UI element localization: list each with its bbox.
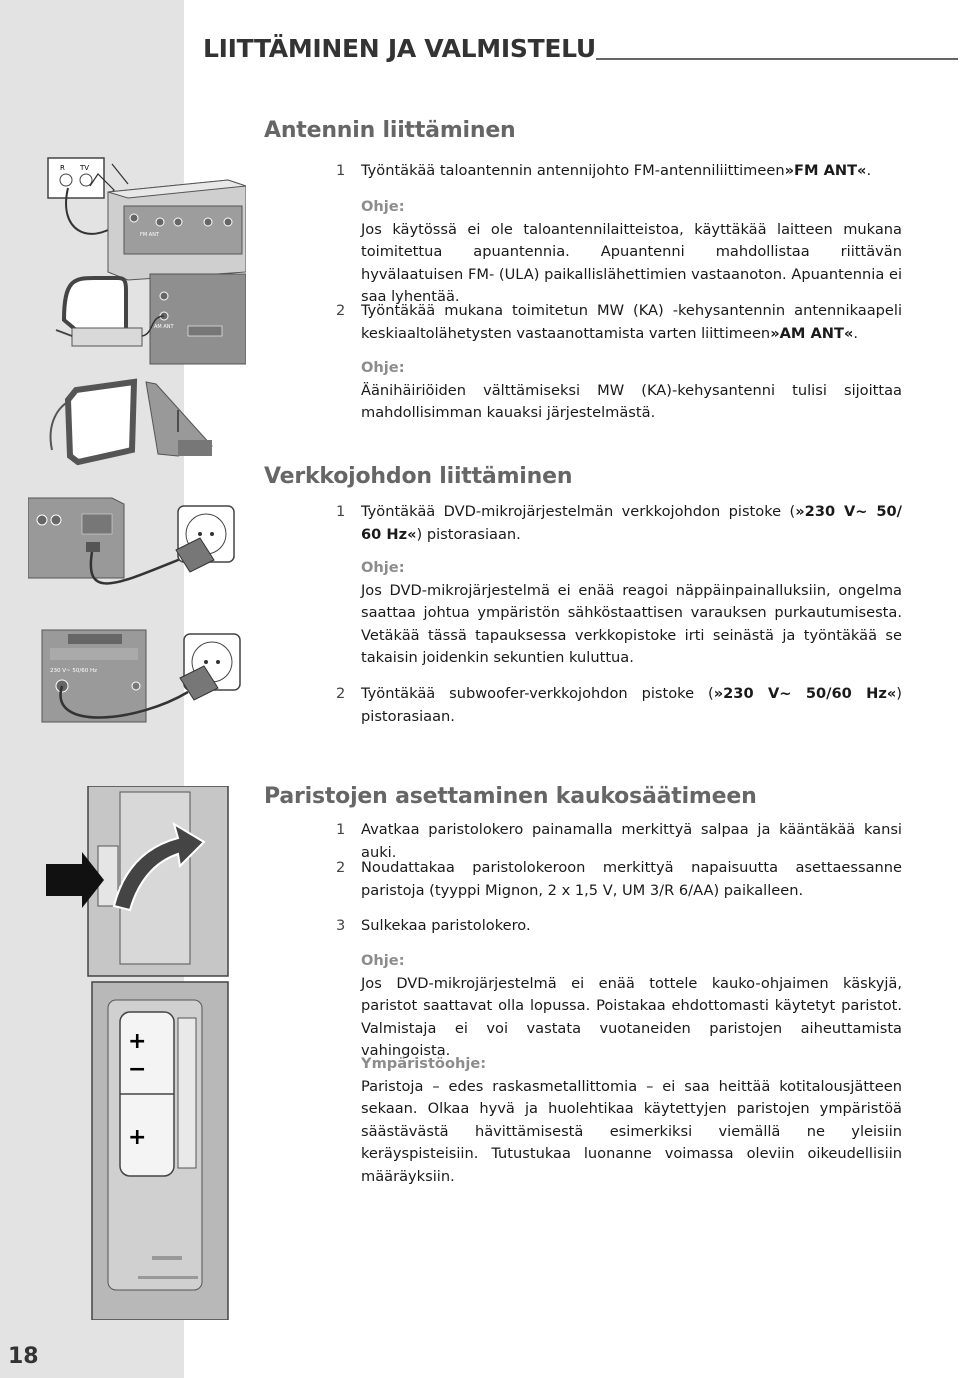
step-number: 1 <box>336 821 346 838</box>
step-text: Työntäkää taloantennin antennijohto FM-antenniliittimeen <box>361 162 785 179</box>
section-title-antenna: Antennin liittäminen <box>264 118 516 143</box>
step-text: Sulkekaa paristolokero. <box>361 917 531 934</box>
step-text-end: ) pistorasiaan. <box>361 685 902 725</box>
step-text: Noudattakaa paristolokeroon merkittyä napaisuutta asettaessanne paristoja (tyyppi Mignon, 2 x 1,5 V, UM 3/R 6/AA) paikalleen. <box>361 859 902 899</box>
battery-note-2 <box>336 1053 902 1188</box>
note-label: Ohje: <box>361 198 405 215</box>
connector-term: »FM ANT« <box>784 162 867 179</box>
minus-label: − <box>128 1057 147 1082</box>
plus-label-2: + <box>128 1125 147 1150</box>
fm-ant-label: FM ANT <box>140 232 159 238</box>
note-text: Jos DVD-mikrojärjestelmä ei enää tottele kauko-ohjaimen käskyjä, paristot saattavat olla lopussa. Poistakaa ehdottomasti käytetyt paristot. Valmistaja ei voi vastata vuotaneiden paristojen aiheuttamista vahingoista. <box>361 974 902 1059</box>
section-title-batteries: Paristojen asettaminen kaukosäätimeen <box>264 784 757 809</box>
step-text: Työntäkää subwoofer-verkkojohdon pistoke ( <box>361 685 714 702</box>
env-note-label: Ympäristöohje: <box>361 1055 487 1072</box>
battery-step-2 <box>336 857 902 902</box>
note-label: Ohje: <box>361 952 405 969</box>
plus-label: + <box>128 1029 147 1054</box>
note-label: Ohje: <box>361 559 405 576</box>
antenna-step-1 <box>336 160 902 183</box>
power-illustration <box>28 492 246 732</box>
step-number: 2 <box>336 859 346 876</box>
section-title-power: Verkkojohdon liittäminen <box>264 464 573 489</box>
step-number: 3 <box>336 917 346 934</box>
page-number: 18 <box>8 1344 39 1369</box>
step-text: Työntäkää mukana toimitetun MW (KA) -kehysantennin antennikaapeli keskiaaltolähetysten vastaanottamista varten liittimeen <box>361 302 902 342</box>
step-text: Avatkaa paristolokero painamalla merkittyä salpaa ja kääntäkää kansi auki. <box>361 821 902 861</box>
connector-term: »AM ANT« <box>770 324 854 342</box>
rating-label: 230 V~ 50/60 Hz <box>50 668 97 674</box>
power-note-1 <box>336 557 902 670</box>
step-number: 2 <box>336 685 346 702</box>
step-text-end: . <box>866 162 872 179</box>
power-step-1 <box>336 501 902 546</box>
step-text-end: . <box>853 324 859 342</box>
battery-note-1 <box>336 950 902 1063</box>
note-text: Jos käytössä ei ole taloantennilaitteistoa, käyttäkää laitteen mukana toimitettua apuantennia. Apuantenni mahdollistaa riittävän hyvälaatuisen FM- (ULA) paikallislähettimien vastaanoton. Apuantennia ei saa lyhentää. <box>361 220 902 305</box>
page-title: LIITTÄMINEN JA VALMISTELU <box>203 34 596 63</box>
step-number: 1 <box>336 162 346 179</box>
voltage-term: »230 V~ 50/60 Hz« <box>713 685 897 702</box>
battery-illustration <box>28 786 230 1320</box>
antenna-step-2 <box>336 300 902 345</box>
note-text: Äänihäiriöiden välttämiseksi MW (KA)-kehysantenni tulisi sijoittaa mahdollisimman kauaksi järjestelmästä. <box>361 381 902 421</box>
antenna-illustration <box>28 150 246 472</box>
note-label: Ohje: <box>361 359 405 376</box>
step-text: Työntäkää DVD-mikrojärjestelmän verkkojohdon pistoke ( <box>361 503 796 520</box>
note-text: Jos DVD-mikrojärjestelmä ei enää reagoi näppäinpainalluksiin, ongelma saattaa johtua ympäristön sähköstaattisen varauksen purkautumisesta. Vetäkää tässä tapauksessa verkkopistoke irti seinästä ja työntäkää se takaisin joidenkin sekuntien kuluttua. <box>361 581 902 666</box>
voltage-term: »230 V~ 50/ 60 Hz« <box>361 503 902 543</box>
power-step-2 <box>336 683 902 728</box>
step-number: 2 <box>336 302 346 319</box>
env-note-text: Paristoja – edes raskasmetallittomia – ei saa heittää kotitalousjätteen sekaan. Olkaa hyvä ja huolehtikaa käytettyjen paristojen ympäristöä säästävästä hävittämisestä esimerkiksi viemällä ne yleisiin keräyspisteisiin. Tutustukaa luonanne voimassa oleviin oikeudellisiin määräyksiin. <box>361 1077 902 1185</box>
header-rule <box>596 58 958 60</box>
step-text-end: ) pistorasiaan. <box>416 525 521 543</box>
am-ant-label: AM ANT <box>154 324 174 330</box>
antenna-note-1 <box>336 196 902 309</box>
tv-label: TV <box>80 164 90 172</box>
battery-step-3 <box>336 915 902 938</box>
antenna-note-2 <box>336 357 902 425</box>
step-number: 1 <box>336 503 346 520</box>
r-label: R <box>60 164 65 172</box>
